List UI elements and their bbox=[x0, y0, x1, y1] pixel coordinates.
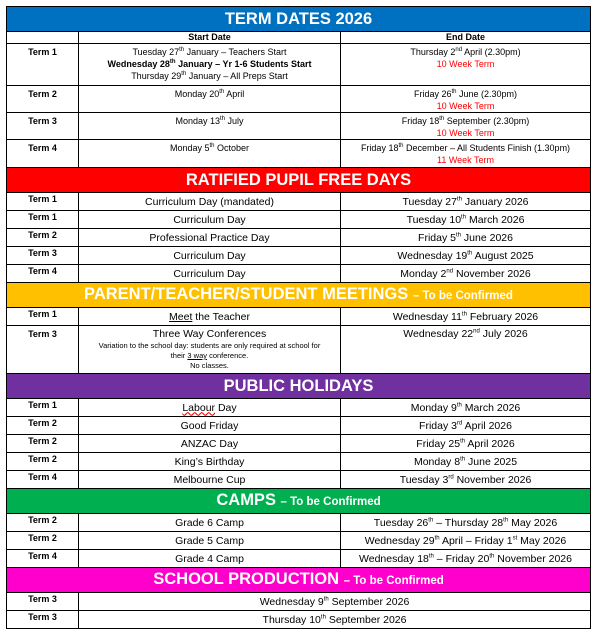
pupil-free-row bbox=[7, 211, 591, 229]
event-name: Grade 5 Camp bbox=[79, 532, 341, 550]
term-end: Thursday 2nd April (2.30pm) 10 Week Term bbox=[341, 44, 591, 86]
term-dates-title: TERM DATES 2026 bbox=[7, 7, 591, 32]
event-date: Friday 5th June 2026 bbox=[341, 229, 591, 247]
term-label: Term 2 bbox=[7, 229, 79, 247]
event-date: Monday 2nd November 2026 bbox=[341, 265, 591, 283]
term-label: Term 2 bbox=[7, 417, 79, 435]
pupil-free-row bbox=[7, 265, 591, 283]
event-name: Curriculum Day bbox=[79, 211, 341, 229]
camps-title-cell bbox=[7, 489, 591, 514]
event-name: Meet the Teacher bbox=[79, 308, 341, 326]
term-row-4 bbox=[7, 140, 591, 168]
column-header-row bbox=[7, 32, 591, 44]
event-date: Wednesday 11th February 2026 bbox=[341, 308, 591, 326]
pupil-free-header bbox=[7, 168, 591, 193]
holiday-row bbox=[7, 471, 591, 489]
event-date: Thursday 10th September 2026 bbox=[79, 611, 591, 629]
week-count: 10 Week Term bbox=[436, 59, 495, 69]
term-row-1 bbox=[7, 44, 591, 86]
term-start: Monday 13th July bbox=[79, 113, 341, 140]
term-label: Term 2 bbox=[7, 514, 79, 532]
term-label: Term 3 bbox=[7, 593, 79, 611]
holiday-row bbox=[7, 453, 591, 471]
term-label: Term 2 bbox=[7, 86, 79, 113]
term-label: Term 1 bbox=[7, 193, 79, 211]
camp-row bbox=[7, 514, 591, 532]
term-start: Tuesday 27th January – Teachers Start Wednesday 28th January – Yr 1-6 Students Start Thursday 29th January – All Preps Start bbox=[79, 44, 341, 86]
term-label: Term 4 bbox=[7, 140, 79, 168]
term-label: Term 2 bbox=[7, 435, 79, 453]
holiday-row bbox=[7, 417, 591, 435]
event-date: Monday 9th March 2026 bbox=[341, 399, 591, 417]
camps-title: CAMPS bbox=[216, 491, 276, 509]
event-note: Variation to the school day: students are only required at school for their 3 way conference. No classes. bbox=[98, 341, 321, 370]
event-name: Good Friday bbox=[79, 417, 341, 435]
event-date: Friday 3rd April 2026 bbox=[341, 417, 591, 435]
event-name: Curriculum Day bbox=[79, 247, 341, 265]
camp-row bbox=[7, 532, 591, 550]
term-end: Friday 26th June (2.30pm) 10 Week Term bbox=[341, 86, 591, 113]
production-row bbox=[7, 593, 591, 611]
event-date: Tuesday 10th March 2026 bbox=[341, 211, 591, 229]
term-label: Term 2 bbox=[7, 453, 79, 471]
term-label: Term 2 bbox=[7, 532, 79, 550]
pupil-free-row bbox=[7, 247, 591, 265]
term-label: Term 3 bbox=[7, 247, 79, 265]
pupil-free-row bbox=[7, 193, 591, 211]
event-name: ANZAC Day bbox=[79, 435, 341, 453]
term-label: Term 1 bbox=[7, 44, 79, 86]
event-date: Wednesday 9th September 2026 bbox=[79, 593, 591, 611]
week-count: 10 Week Term bbox=[436, 101, 495, 111]
production-row bbox=[7, 611, 591, 629]
camps-header bbox=[7, 489, 591, 514]
production-subtitle: – To be Confirmed bbox=[343, 575, 444, 587]
term-label: Term 4 bbox=[7, 471, 79, 489]
holiday-row bbox=[7, 435, 591, 453]
term-label: Term 1 bbox=[7, 211, 79, 229]
meeting-row bbox=[7, 326, 591, 374]
camp-row bbox=[7, 550, 591, 568]
meetings-title-cell bbox=[7, 283, 591, 308]
event-name: Three Way Conferences Variation to the school day: students are only required at school for their 3 way conference. No classes. bbox=[79, 326, 341, 374]
holidays-header bbox=[7, 374, 591, 399]
term-label: Term 4 bbox=[7, 550, 79, 568]
term-label: Term 3 bbox=[7, 326, 79, 374]
event-name: Curriculum Day (mandated) bbox=[79, 193, 341, 211]
calendar-table bbox=[6, 6, 591, 629]
blank-header-cell bbox=[7, 32, 79, 44]
event-name: Grade 6 Camp bbox=[79, 514, 341, 532]
term-start: Monday 5th October bbox=[79, 140, 341, 168]
start-date-header: Start Date bbox=[79, 32, 341, 44]
event-name: King’s Birthday bbox=[79, 453, 341, 471]
term-label: Term 4 bbox=[7, 265, 79, 283]
term-row-2 bbox=[7, 86, 591, 113]
camps-subtitle: – To be Confirmed bbox=[280, 496, 381, 508]
event-name: Curriculum Day bbox=[79, 265, 341, 283]
production-title: SCHOOL PRODUCTION bbox=[153, 570, 340, 588]
meetings-subtitle: – To be Confirmed bbox=[412, 290, 513, 302]
production-title-cell bbox=[7, 568, 591, 593]
event-name: Labour Day bbox=[79, 399, 341, 417]
event-date: Friday 25th April 2026 bbox=[341, 435, 591, 453]
event-date: Wednesday 18th – Friday 20th November 2026 bbox=[341, 550, 591, 568]
event-date: Tuesday 27th January 2026 bbox=[341, 193, 591, 211]
pupil-free-title: RATIFIED PUPIL FREE DAYS bbox=[7, 168, 591, 193]
school-calendar bbox=[6, 6, 590, 629]
event-date: Tuesday 3rd November 2026 bbox=[341, 471, 591, 489]
event-date: Monday 8th June 2025 bbox=[341, 453, 591, 471]
week-count: 11 Week Term bbox=[436, 155, 495, 165]
term-row-3 bbox=[7, 113, 591, 140]
meetings-header bbox=[7, 283, 591, 308]
term-end: Friday 18th September (2.30pm) 10 Week Term bbox=[341, 113, 591, 140]
pupil-free-row bbox=[7, 229, 591, 247]
term-label: Term 3 bbox=[7, 113, 79, 140]
event-date: Wednesday 19th August 2025 bbox=[341, 247, 591, 265]
event-date: Tuesday 26th – Thursday 28th May 2026 bbox=[341, 514, 591, 532]
end-date-header: End Date bbox=[341, 32, 591, 44]
event-name: Grade 4 Camp bbox=[79, 550, 341, 568]
event-date: Wednesday 29th April – Friday 1st May 2026 bbox=[341, 532, 591, 550]
event-date: Wednesday 22nd July 2026 bbox=[341, 326, 591, 374]
meetings-title: PARENT/TEACHER/STUDENT MEETINGS bbox=[84, 285, 409, 303]
production-header bbox=[7, 568, 591, 593]
holidays-title: PUBLIC HOLIDAYS bbox=[7, 374, 591, 399]
term-label: Term 3 bbox=[7, 611, 79, 629]
term-label: Term 1 bbox=[7, 399, 79, 417]
week-count: 10 Week Term bbox=[436, 128, 495, 138]
term-label: Term 1 bbox=[7, 308, 79, 326]
event-name: Melbourne Cup bbox=[79, 471, 341, 489]
event-name: Professional Practice Day bbox=[79, 229, 341, 247]
meeting-row bbox=[7, 308, 591, 326]
holiday-row bbox=[7, 399, 591, 417]
term-start: Monday 20th April bbox=[79, 86, 341, 113]
term-dates-header bbox=[7, 7, 591, 32]
term-end: Friday 18th December – All Students Finish (1.30pm) 11 Week Term bbox=[341, 140, 591, 168]
